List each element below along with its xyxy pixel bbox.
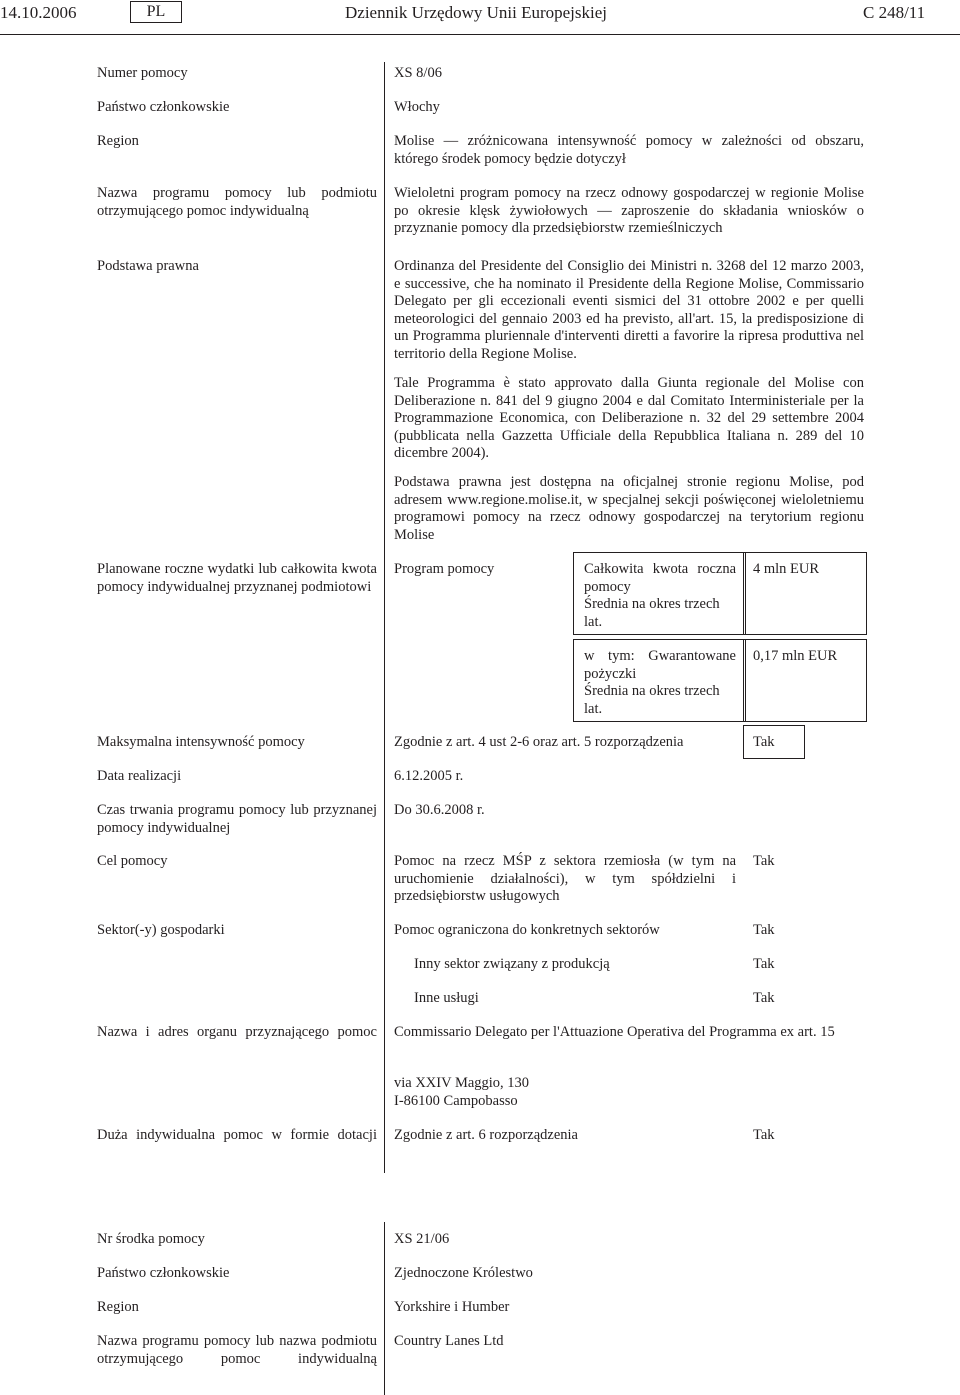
total-annual-aid-line: Całkowita kwota roczna pomocy [584, 561, 736, 595]
sector-other-manufacturing: Inny sektor związany z produkcją [414, 956, 610, 972]
max-intensity-yes: Tak [753, 734, 775, 750]
label-large-individual-aid: Duża indywidualna pomoc w formie dotacji [97, 1127, 377, 1143]
value-scheme-name: Wieloletni program pomocy na rzecz odnowy gospodarczej w regionie Molise po okresie klęsk żywiołowych — zaproszenie do składania wniosków o przyznanie pomocy dla przedsiębiorstw rzemieślniczych [394, 185, 864, 236]
guaranteed-loans-average: Średnia na okres trzech lat. [584, 683, 720, 717]
value-scheme-name-2: Country Lanes Ltd [394, 1333, 504, 1349]
value-member-state: Włochy [394, 99, 440, 115]
value-max-intensity: Zgodnie z art. 4 ust 2-6 oraz art. 5 rozporządzenia [394, 734, 684, 750]
sector-other-services-yes: Tak [753, 990, 775, 1006]
label-member-state-2: Państwo członkowskie [97, 1265, 230, 1281]
label-annual-expenditure: Planowane roczne wydatki lub całkowita kwota pomocy indywidualnej przyznanej podmiotowi [97, 561, 377, 595]
journal-title: Dziennik Urzędowy Unii Europejskiej [345, 3, 608, 22]
value-granting-authority: Commissario Delegato per l'Attuazione Operativa del Programma ex art. 15 [394, 1024, 835, 1040]
value-region: Molise — zróżnicowana intensywność pomocy w zależności od obszaru, którego środek pomocy będzie dotyczył [394, 133, 864, 167]
label-legal-basis: Podstawa prawna [97, 258, 199, 274]
objective-yes: Tak [753, 853, 775, 869]
table-divider [384, 62, 385, 1173]
total-annual-aid-value: 4 mln EUR [753, 561, 820, 577]
label-objective: Cel pomocy [97, 853, 168, 869]
value-large-individual-aid: Zgodnie z art. 6 rozporządzenia [394, 1127, 578, 1143]
page-header [0, 0, 960, 35]
sector-yes: Tak [753, 922, 775, 938]
label-duration: Czas trwania programu pomocy lub przyznanej pomocy indywidualnej [97, 802, 377, 836]
guaranteed-loans-label [584, 648, 736, 718]
label-sector: Sektor(-y) gospodarki [97, 922, 225, 938]
label-implementation-date: Data realizacji [97, 768, 182, 784]
label-aid-number: Numer pomocy [97, 65, 188, 81]
label-member-state: Państwo członkowskie [97, 99, 230, 115]
authority-address-street: via XXIV Maggio, 130 [394, 1075, 530, 1091]
total-annual-aid-average: Średnia na okres trzech lat. [584, 596, 720, 630]
value-duration: Do 30.6.2008 r. [394, 802, 485, 818]
value-measure-number: XS 21/06 [394, 1231, 450, 1247]
header-date: 14.10.2006 [0, 3, 77, 22]
value-member-state-2: Zjednoczone Królestwo [394, 1265, 533, 1281]
large-individual-aid-yes: Tak [753, 1127, 775, 1143]
label-scheme-name-2: Nazwa programu pomocy lub nazwa podmiotu otrzymującego pomoc indywidualną [97, 1333, 377, 1367]
value-region-2: Yorkshire i Humber [394, 1299, 510, 1315]
label-max-intensity: Maksymalna intensywność pomocy [97, 734, 305, 750]
label-region: Region [97, 133, 139, 149]
label-granting-authority: Nazwa i adres organu przyznającego pomoc [97, 1024, 377, 1040]
label-region-2: Region [97, 1299, 139, 1315]
aid-scheme-label: Program pomocy [394, 561, 495, 577]
page-reference: C 248/11 [863, 3, 926, 22]
guaranteed-loans-line: w tym: Gwarantowane pożyczki [584, 648, 736, 682]
table-divider-2 [384, 1222, 385, 1395]
sector-other-manufacturing-yes: Tak [753, 956, 775, 972]
legal-basis-paragraph-1: Ordinanza del Presidente del Consiglio dei Ministri n. 3268 del 12 marzo 2003, e successive, che ha nominato il Presidente della Regione Molise, Commissario Delegato per gli eccezionali eventi sismici del 31 ottobre 2002 e per quelli meteorologici del gennaio 2003 ed ha previsto, all'art. 15, la predisposizione di un Programma pluriennale d'interventi diretti a favorire la ripresa produttiva nel territorio della Regione Molise. [394, 258, 864, 362]
sector-other-services: Inne usługi [414, 990, 479, 1006]
authority-address-city: I-86100 Campobasso [394, 1093, 518, 1109]
value-aid-number: XS 8/06 [394, 65, 442, 81]
label-measure-number: Nr środka pomocy [97, 1231, 205, 1247]
legal-basis-paragraph-2: Tale Programma è stato approvato dalla Giunta regionale del Molise con Deliberazione n. 841 del 9 giugno 2004 e dal Comitato Interministeriale per la Programmazione Economica, con Deliberazione n. 32 del 29 settembre 2004 (pubblicata nella Gazzetta Ufficiale della Repubblica Italiana n. 289 del 10 dicembre 2004). [394, 375, 864, 461]
checkbox-cell [743, 725, 805, 759]
label-scheme-name: Nazwa programu pomocy lub podmiotu otrzymującego pomoc indywidualną [97, 185, 377, 219]
value-implementation-date: 6.12.2005 r. [394, 768, 464, 784]
total-annual-aid-label [584, 561, 736, 631]
language-badge: PL [130, 1, 182, 23]
value-objective: Pomoc na rzecz MŚP z sektora rzemiosła (w tym na uruchomienie działalności), w tym spółdzielni i przedsiębiorstw usługowych [394, 853, 736, 904]
value-sector: Pomoc ograniczona do konkretnych sektorów [394, 922, 660, 938]
guaranteed-loans-value: 0,17 mln EUR [753, 648, 838, 664]
legal-basis-paragraph-3: Podstawa prawna jest dostępna na oficjalnej stronie regionu Molise, pod adresem www.regione.molise.it, w specjalnej sekcji poświęconej wieloletniemu programowi pomocy na rzecz odnowy gospodarczej na terytorium regionu Molise [394, 474, 864, 543]
